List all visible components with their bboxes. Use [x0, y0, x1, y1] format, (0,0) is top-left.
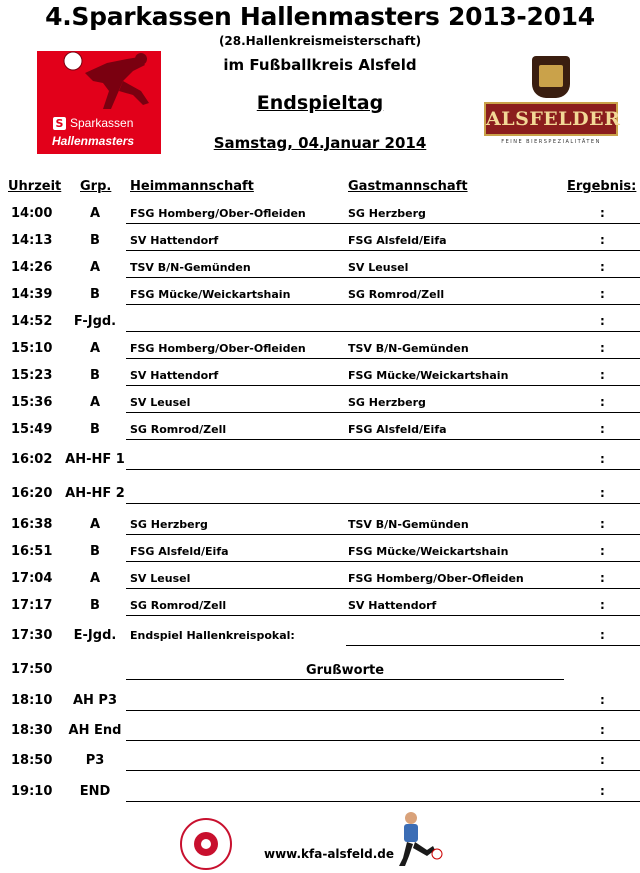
table-row — [0, 314, 640, 340]
match-group: AH-HF 1 — [65, 452, 125, 467]
match-group: A — [89, 260, 101, 275]
match-group: A — [89, 395, 101, 410]
row-underline — [126, 385, 640, 386]
table-row — [0, 571, 640, 597]
page-title: 4.Sparkassen Hallenmasters 2013-2014 — [45, 2, 595, 31]
match-group: P3 — [85, 753, 105, 768]
match-time: 14:39 — [11, 287, 53, 302]
guest-team: TSV B/N-Gemünden — [348, 342, 469, 355]
table-row — [0, 452, 640, 478]
guest-team: FSG Mücke/Weickartshain — [348, 369, 509, 382]
hallenmasters-text: Hallenmasters — [52, 134, 135, 148]
match-group: A — [89, 517, 101, 532]
match-time: 18:50 — [11, 753, 53, 768]
result-field[interactable]: : — [600, 260, 605, 274]
row-underline — [126, 801, 640, 802]
day-title: Endspieltag — [256, 92, 384, 114]
match-time: 17:04 — [11, 571, 53, 586]
result-field[interactable]: : — [600, 723, 605, 737]
match-group: B — [90, 233, 100, 248]
result-field[interactable]: : — [600, 517, 605, 531]
result-field[interactable]: : — [600, 598, 605, 612]
match-group: B — [90, 422, 100, 437]
match-group: AH-HF 2 — [65, 486, 125, 501]
table-row — [0, 784, 640, 810]
home-team: SV Leusel — [130, 396, 191, 409]
match-time: 17:50 — [11, 662, 53, 677]
guest-team: FSG Alsfeld/Eifa — [348, 423, 447, 436]
match-time: 15:10 — [11, 341, 53, 356]
row-underline — [346, 645, 640, 646]
row-underline — [126, 331, 640, 332]
result-field[interactable]: : — [600, 341, 605, 355]
match-time: 15:23 — [11, 368, 53, 383]
row-underline — [126, 679, 564, 680]
row-underline — [126, 503, 640, 504]
result-field[interactable]: : — [600, 784, 605, 798]
match-group: A — [89, 206, 101, 221]
home-team: FSG Alsfeld/Eifa — [130, 545, 229, 558]
match-time: 14:13 — [11, 233, 53, 248]
table-row — [0, 628, 640, 654]
home-team: SV Leusel — [130, 572, 191, 585]
match-group: END — [79, 784, 111, 799]
table-row — [0, 662, 640, 688]
table-row — [0, 723, 640, 749]
match-group: AH P3 — [72, 693, 118, 708]
match-time: 14:00 — [11, 206, 53, 221]
footer-url[interactable]: www.kfa-alsfeld.de — [264, 847, 395, 861]
result-field[interactable]: : — [600, 628, 605, 642]
guest-team: FSG Alsfeld/Eifa — [348, 234, 447, 247]
row-underline — [126, 277, 640, 278]
result-field[interactable]: : — [600, 395, 605, 409]
page-subtitle: (28.Hallenkreismeisterschaft) — [218, 34, 422, 48]
col-header-group: Grp. — [80, 179, 112, 194]
match-group: F-Jgd. — [73, 314, 117, 329]
hessischer-fussball-verband-logo — [180, 818, 232, 870]
table-row — [0, 422, 640, 448]
result-field[interactable]: : — [600, 571, 605, 585]
table-row — [0, 517, 640, 543]
match-group: AH End — [68, 723, 122, 738]
event-date: Samstag, 04.Januar 2014 — [213, 134, 427, 152]
row-underline — [126, 223, 640, 224]
table-row — [0, 693, 640, 719]
home-team: FSG Homberg/Ober-Ofleiden — [130, 207, 306, 220]
row-underline — [126, 740, 640, 741]
home-team: FSG Mücke/Weickartshain — [130, 288, 291, 301]
match-time: 16:02 — [11, 452, 53, 467]
match-group: B — [90, 287, 100, 302]
col-header-time: Uhrzeit — [8, 179, 62, 194]
result-field[interactable]: : — [600, 452, 605, 466]
guest-team: FSG Homberg/Ober-Ofleiden — [348, 572, 524, 585]
player-kicking-icon — [393, 810, 443, 870]
row-underline — [126, 250, 640, 251]
sparkassen-hallenmasters-logo — [37, 51, 161, 154]
result-field[interactable]: : — [600, 753, 605, 767]
row-underline — [126, 534, 640, 535]
result-field[interactable]: : — [600, 486, 605, 500]
alsfelder-tagline: FEINE BIERSPEZIALITÄTEN — [501, 139, 601, 145]
guest-team: SG Romrod/Zell — [348, 288, 445, 301]
match-group: B — [90, 598, 100, 613]
col-header-result: Ergebnis: — [567, 179, 637, 194]
table-row — [0, 341, 640, 367]
home-team: Endspiel Hallenkreispokal: — [130, 629, 295, 642]
sparkassen-brand-text: Sparkassen — [70, 116, 134, 130]
match-time: 14:26 — [11, 260, 53, 275]
table-row — [0, 395, 640, 421]
result-field[interactable]: : — [600, 368, 605, 382]
brewery-crest-icon — [532, 56, 570, 98]
sparkasse-s-icon: S — [53, 117, 66, 130]
result-field[interactable]: : — [600, 233, 605, 247]
home-team: SV Hattendorf — [130, 369, 219, 382]
result-field[interactable]: : — [600, 422, 605, 436]
result-field[interactable]: : — [600, 206, 605, 220]
row-underline — [126, 439, 640, 440]
row-underline — [126, 469, 640, 470]
home-team: SG Herzberg — [130, 518, 208, 531]
row-underline — [126, 588, 640, 589]
match-time: 16:38 — [11, 517, 53, 532]
table-row — [0, 598, 640, 624]
row-announcement: Grußworte — [305, 663, 385, 678]
match-time: 17:17 — [11, 598, 53, 613]
home-team: SG Romrod/Zell — [130, 599, 227, 612]
col-header-guest: Gastmannschaft — [348, 179, 468, 194]
table-row — [0, 753, 640, 779]
alsfelder-name: ALSFELDER — [484, 102, 618, 136]
guest-team: SG Herzberg — [348, 396, 426, 409]
home-team: FSG Homberg/Ober-Ofleiden — [130, 342, 306, 355]
row-underline — [126, 770, 640, 771]
home-team: SG Romrod/Zell — [130, 423, 227, 436]
row-underline — [126, 304, 640, 305]
guest-team: SV Hattendorf — [348, 599, 437, 612]
result-field[interactable]: : — [600, 693, 605, 707]
home-team: TSV B/N-Gemünden — [130, 261, 251, 274]
guest-team: TSV B/N-Gemünden — [348, 518, 469, 531]
footballer-silhouette-icon — [37, 51, 161, 113]
table-row — [0, 486, 640, 512]
table-row — [0, 233, 640, 259]
home-team: SV Hattendorf — [130, 234, 219, 247]
match-group: A — [89, 341, 101, 356]
match-time: 15:36 — [11, 395, 53, 410]
result-field[interactable]: : — [600, 287, 605, 301]
row-underline — [126, 412, 640, 413]
match-time: 18:10 — [11, 693, 53, 708]
table-row — [0, 206, 640, 232]
match-time: 18:30 — [11, 723, 53, 738]
table-row — [0, 260, 640, 286]
guest-team: SV Leusel — [348, 261, 409, 274]
row-underline — [126, 615, 640, 616]
match-group: A — [89, 571, 101, 586]
table-row — [0, 368, 640, 394]
col-header-home: Heimmannschaft — [130, 179, 254, 194]
match-time: 17:30 — [11, 628, 53, 643]
row-underline — [126, 561, 640, 562]
row-underline — [126, 358, 640, 359]
match-time: 16:20 — [11, 486, 53, 501]
region-label: im Fußballkreis Alsfeld — [223, 56, 417, 74]
match-time: 19:10 — [11, 784, 53, 799]
match-time: 16:51 — [11, 544, 53, 559]
alsfelder-logo — [484, 56, 621, 152]
match-group: B — [90, 368, 100, 383]
match-time: 15:49 — [11, 422, 53, 437]
result-field[interactable]: : — [600, 314, 605, 328]
row-underline — [126, 710, 640, 711]
table-row — [0, 287, 640, 313]
match-time: 14:52 — [11, 314, 53, 329]
result-field[interactable]: : — [600, 544, 605, 558]
match-group: E-Jgd. — [73, 628, 117, 643]
match-group: B — [90, 544, 100, 559]
guest-team: FSG Mücke/Weickartshain — [348, 545, 509, 558]
guest-team: SG Herzberg — [348, 207, 426, 220]
table-row — [0, 544, 640, 570]
